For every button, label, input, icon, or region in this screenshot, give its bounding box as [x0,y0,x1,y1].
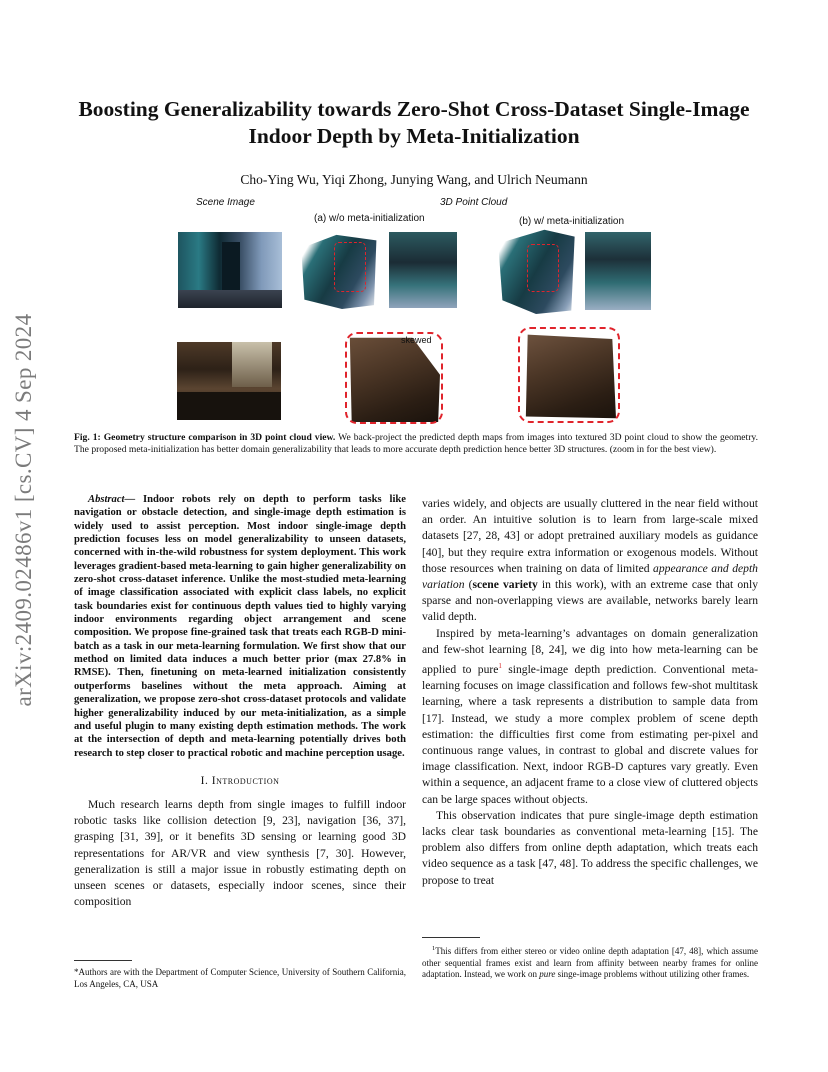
emphasis-appearance: appearance and depth variation [422,561,758,592]
section-title: Introduction [211,773,280,787]
scene-image-2 [177,342,281,420]
figure-label-without-meta: (a) w/o meta-initialization [314,213,425,224]
section-heading-introduction [74,773,406,789]
right-column [422,496,758,889]
figure-label-with-meta: (b) w/ meta-initialization [519,216,625,227]
author-list: Cho-Ying Wu, Yiqi Zhong, Junying Wang, and Ulrich Neumann [240,172,588,187]
point-cloud-closeup-without-meta-1 [389,232,457,308]
highlight-box-with-meta [527,244,559,292]
caption-heading: Geometry structure comparison in 3D point cloud view. [103,432,336,443]
caption-body: We back-project the predicted depth maps from images into textured 3D point cloud to show the geometry. The proposed meta-initialization has better domain generalizability that leads to more accurate depth prediction hence better 3D structures. (zoom in for the best view). [74,432,758,455]
caption-label: Fig. 1: [74,432,101,443]
intro-paragraph-2: Inspired by meta-learning’s advantages on domain generalization and few-shot learning [8, 24], we dig into how meta-learning can be applied to pure$^1$ single-image depth prediction. Conventional meta-learning focuses on image classification and follows few-shot multitask learning, where a task represents a distribution to sample data from [17]. Instead, we study a more complex problem of scene depth estimation: the difficulties first come from estimating per-pixel and continuous range values, in contrast to global and discrete values for image classification. Next, indoor RGB-D captures vary greatly. Even within a sequence, an adjacent frame to a close view of cluttered objects can be large spaces without objects. [422,626,758,806]
skewed-annotation: skewed [401,335,432,345]
abstract-label: Abstract [88,494,125,505]
left-column [74,493,406,911]
abstract-text: Indoor robots rely on depth to perform tasks like navigation or obstacle detection, and single-image depth estimation is widely used to assist perception. Most indoor single-image depth prediction focuses less on model generalizability to unseen datasets, concerned with in-the-wild robustness for system deployment. This work leverages gradient-based meta-learning to gain higher generalizability on zero-shot cross-dataset inference. Unlike the most-studied meta-learning of image classification associated with explicit class labels, no explicit task boundaries exist for continuous depth values tied to highly varying indoor environments regarding object arrangement and scene composition. We propose fine-grained task that treats each RGB-D mini-batch as a task in our meta-learning formulation. We first show that our method on limited data induces a much better prior (max 27.8% in RMSE). Then, finetuning on meta-learned initialization consistently outperforms baselines without the meta approach. Aiming at generalization, we propose zero-shot cross-dataset protocols and validate higher generalizability induced by our meta-initialization, as a simple and useful plugin to many existing depth estimation methods. The work at the intersection of depth and meta-learning potentially drives both research to step closer to practical robotic and machine perception usage. [74,494,406,759]
affiliation-footnote: *Authors are with the Department of Computer Science, University of Southern California, Los Angeles, CA, USA [74,967,406,989]
highlight-box-skewed [345,332,443,424]
highlight-box-straight [518,327,620,423]
emphasis-scene-variety: scene variety [472,578,538,592]
point-cloud-closeup-with-meta-1 [585,232,651,310]
footnote-rule-left [74,960,132,961]
intro-paragraph-1-continued: varies widely, and objects are usually cluttered in the near field without an order. An intuitive solution is to learn from large-scale mixed datasets [27, 28, 43] or adopt pretrained auxiliary models as guidance [40], but they require extra information or exogenous models. Without those resources when training on data of limited appearance and depth variation (scene variety in this work), with an extreme case that only sparse and non-overlapping views are available, networks barely learn valid depth. [422,497,759,624]
intro-paragraph-1: Much research learns depth from single images to fulfill indoor robotic tasks like collision detection [9, 23], navigation [36, 37], grasping [31, 39], or it benefits 3D sensing or learning good 3D representations for AR/VR and view synthesis [7, 30]. However, generalization is still a major issue in robustly estimating depth on unseen scenes or datasets, especially indoor scenes, since their composition [74,798,406,909]
highlight-box-without-meta [334,242,366,292]
scene-image-1 [178,232,282,308]
figure-label-scene-image: Scene Image [196,197,255,208]
figure-caption [74,432,758,456]
figure-label-point-cloud: 3D Point Cloud [440,197,508,208]
footnote-1: $^1$This differs from either stereo or video online depth adaptation [47, 48], which assume other sequential frames exist and learn from affinity between nearby frames for online adaptation. Instead, we work on pure singe-image problems without utilizing other frames. [422,945,758,979]
figure-1 [0,0,828,430]
arxiv-identifier-text: arXiv:2409.02486v1 [cs.CV] 4 Sep 2024 [11,313,36,707]
intro-paragraph-3: This observation indicates that pure single-image depth estimation lacks clear task boundaries as conventional meta-learning [15]. The problem also differs from online depth adaptation, which treats each video sequence as a task [47, 48]. To address the specific challenges, we propose to treat [422,808,758,887]
footnote-ref-1[interactable]: 1 [498,662,502,671]
abstract: Abstract— Indoor robots rely on depth to perform tasks like navigation or obstacle detection, and single-image depth estimation is widely used to assist perception. Most indoor single-image depth prediction focuses less on model generalizability to unseen datasets, concerned with in-the-wild robustness for system deployment. This work leverages gradient-based meta-learning to gain higher generalizability on zero-shot cross-dataset inference. Unlike the most-studied meta-learning of image classification associated with explicit class labels, no explicit task boundaries exist for continuous depth values tied to highly varying indoor environments regarding object arrangement and scene composition. We propose fine-grained task that treats each RGB-D mini-batch as a task in our meta-learning formulation. We first show that our method on limited data induces a much better prior (max 27.8% in RMSE). Then, finetuning on meta-learned initialization consistently outperforms baselines without the meta approach. Aiming at generalization, we propose zero-shot cross-dataset protocols and validate higher generalizability induced by our meta-initialization, as a simple and useful plugin to many existing depth estimation methods. The work at the intersection of depth and meta-learning potentially drives both research to step closer to practical robotic and machine perception usage. [74,494,406,759]
paper-title: Boosting Generalizability towards Zero-Shot Cross-Dataset Single-Image Indoor Depth by Meta-Initialization [78,97,750,148]
footnote-rule-right [422,937,480,938]
section-number: I. [200,773,209,787]
footnote-1-mark: 1 [432,945,436,952]
